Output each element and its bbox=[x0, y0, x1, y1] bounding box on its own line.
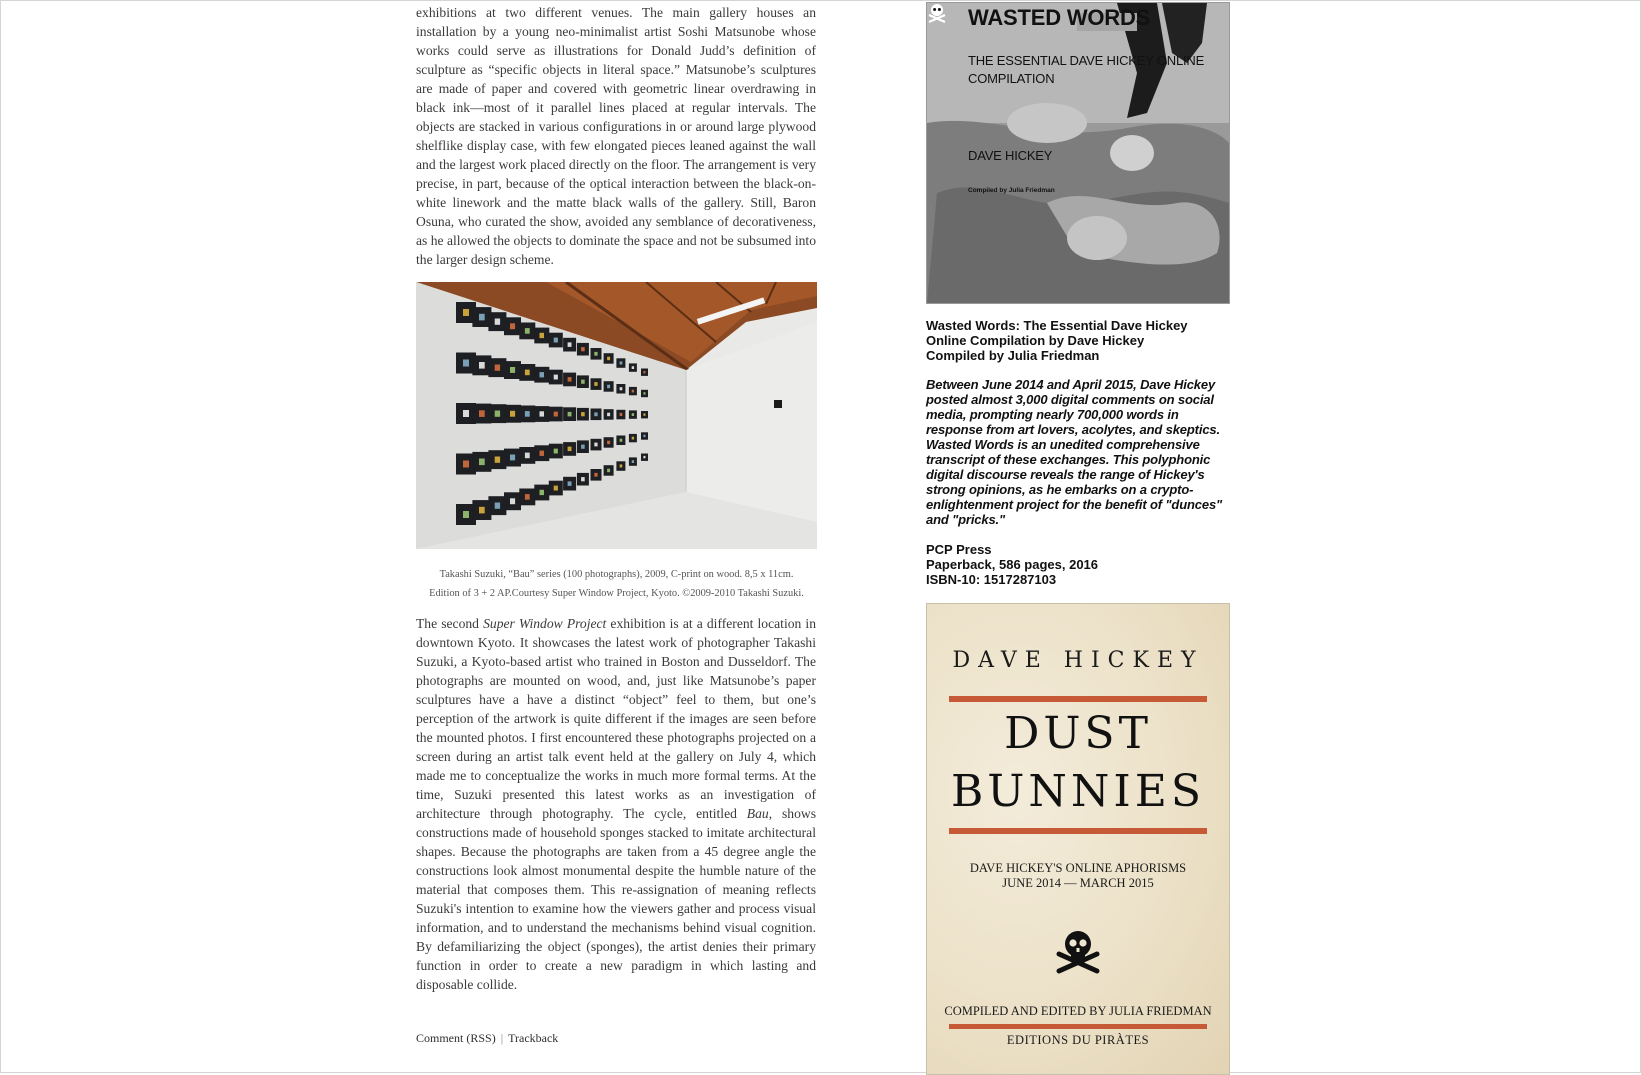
skull-crossbones-icon bbox=[1053, 929, 1103, 974]
book-cover-dust-bunnies[interactable] bbox=[926, 603, 1230, 1075]
text-run: , shows constructions made of household sponges stacked to imitate architectural shapes. Because the photographs are taken from a 45 degree angle the constructions look almost monumental despite the humble nature of the material that composes them. This re-assignation of meaning reflects Suzuki's intention to examine how the viewers gather and process visual information, and to understand the mechanisms behind visual cognition. By defamiliarizing the object (sponges), the artist denies their primary function in order to create a new paradigm in which lasting and disposable collide. bbox=[416, 806, 816, 992]
text-run: exhibition is at a different location in downtown Kyoto. It showcases the latest work of photographer Takashi Suzuki, a Kyoto-based artist who trained in Boston and Dusseldorf. The photographs are mounted on wood, and, just like Matsunobe’s paper sculptures have a have a distinct “object” feel to them, but one’s perception of the artwork is quite different if the images are seen before the mounted photos. I first encountered these photographs projected on a screen during an artist talk event held at the gallery on July 4, which made me to conceptualize the works in much more formal terms. At the time, Suzuki presented this latest works as an investigation of architecture through photography. The cycle, entitled bbox=[416, 616, 816, 821]
book-title-line: Compiled by Julia Friedman bbox=[926, 348, 1100, 363]
book-info-wasted-words bbox=[926, 318, 1236, 587]
link-separator: | bbox=[500, 1031, 504, 1045]
book-cover-wasted-words[interactable] bbox=[926, 2, 1230, 304]
rss-link[interactable]: (RSS) bbox=[466, 1031, 496, 1045]
post-links bbox=[416, 1031, 558, 1046]
book-format: Paperback, 586 pages, 2016 bbox=[926, 557, 1099, 572]
exhibition-name: Super Window Project bbox=[483, 616, 607, 631]
cover-publisher: EDITIONS DU PIRÀTES bbox=[1006, 1033, 1150, 1047]
cover-subtitle: THE ESSENTIAL DAVE HICKEY ONLINE COMPILATION bbox=[968, 53, 1205, 86]
cover-rule bbox=[949, 1024, 1207, 1029]
cover-subtitle-line: JUNE 2014 — MARCH 2015 bbox=[1002, 876, 1154, 890]
cover-rule bbox=[949, 828, 1207, 834]
trackback-link[interactable]: Trackback bbox=[508, 1031, 559, 1045]
comment-link[interactable]: Comment bbox=[416, 1031, 464, 1045]
book-title-line: Online Compilation by Dave Hickey bbox=[926, 333, 1145, 348]
cover-subtitle-line: DAVE HICKEY'S ONLINE APHORISMS bbox=[969, 861, 1187, 875]
caption-line: Takashi Suzuki, “Bau” series (100 photographs), 2009, C-print on wood. 8,5 x 11cm. bbox=[439, 569, 794, 580]
book-publisher: PCP Press bbox=[926, 542, 992, 557]
article-paragraph: exhibitions at two different venues. The main gallery houses an installation by a young neo-minimalist artist Soshi Matsunobe whose works could serve as illustrations for Donald Judd’s definition of sculpture as “specific objects in literal space.” Matsunobe’s sculptures are made of paper and covered with geometric linear overdrawing in black ink—most of it parallel lines placed at regular intervals. The objects are stacked in various configurations in or around large plywood shelflike display case, with few elongated pieces leaned against the wall and the largest work placed directly on the floor. The arrangement is very precise, in part, because of the optical interaction between the black-on-white linework and the matte black walls of the gallery. Still, Baron Osuna, who curated the show, avoided any semblance of decorativeness, as he allowed the objects to dominate the space and not be subsumed into the larger design scheme. bbox=[416, 5, 816, 267]
gallery-photo bbox=[416, 282, 817, 549]
article-paragraph-second bbox=[416, 614, 816, 994]
caption-line: Edition of 3 + 2 AP.Courtesy Super Window Project, Kyoto. ©2009-2010 Takashi Suzuki. bbox=[429, 588, 804, 599]
cover-title-line: DUST bbox=[1004, 708, 1152, 759]
series-name: Bau bbox=[746, 806, 769, 821]
cover-author: DAVE HICKEY bbox=[952, 648, 1204, 673]
cover-compiled: COMPILED AND EDITED BY JULIA FRIEDMAN bbox=[944, 1004, 1212, 1018]
cover-compiled: Compiled by Julia Friedman bbox=[968, 187, 1055, 194]
book-title-line: Wasted Words: The Essential Dave Hickey bbox=[926, 318, 1188, 333]
cover-title: WASTED WORDS bbox=[968, 5, 1151, 30]
book-isbn: ISBN-10: 1517287103 bbox=[926, 572, 1057, 587]
cover-author: DAVE HICKEY bbox=[968, 148, 1053, 163]
cover-title-line: BUNNIES bbox=[950, 766, 1206, 817]
text-run: The second bbox=[416, 616, 484, 631]
photo-caption bbox=[416, 565, 817, 603]
skull-crossbones-icon bbox=[927, 3, 947, 23]
cover-rule bbox=[949, 696, 1207, 702]
cover-subtitle bbox=[927, 861, 1229, 891]
book-description: Between June 2014 and April 2015, Dave Hickey posted almost 3,000 digital comments on social media, prompting nearly 700,000 words in response from art lovers, acolytes, and skeptics. Wasted Words is an unedited comprehensive transcript of these exchanges. This polyphonic digital discourse reveals the range of Hickey's strong opinions, as he embarks on a crypto-enlightenment project for the benefit of "dunces" and "pricks." bbox=[926, 377, 1223, 527]
